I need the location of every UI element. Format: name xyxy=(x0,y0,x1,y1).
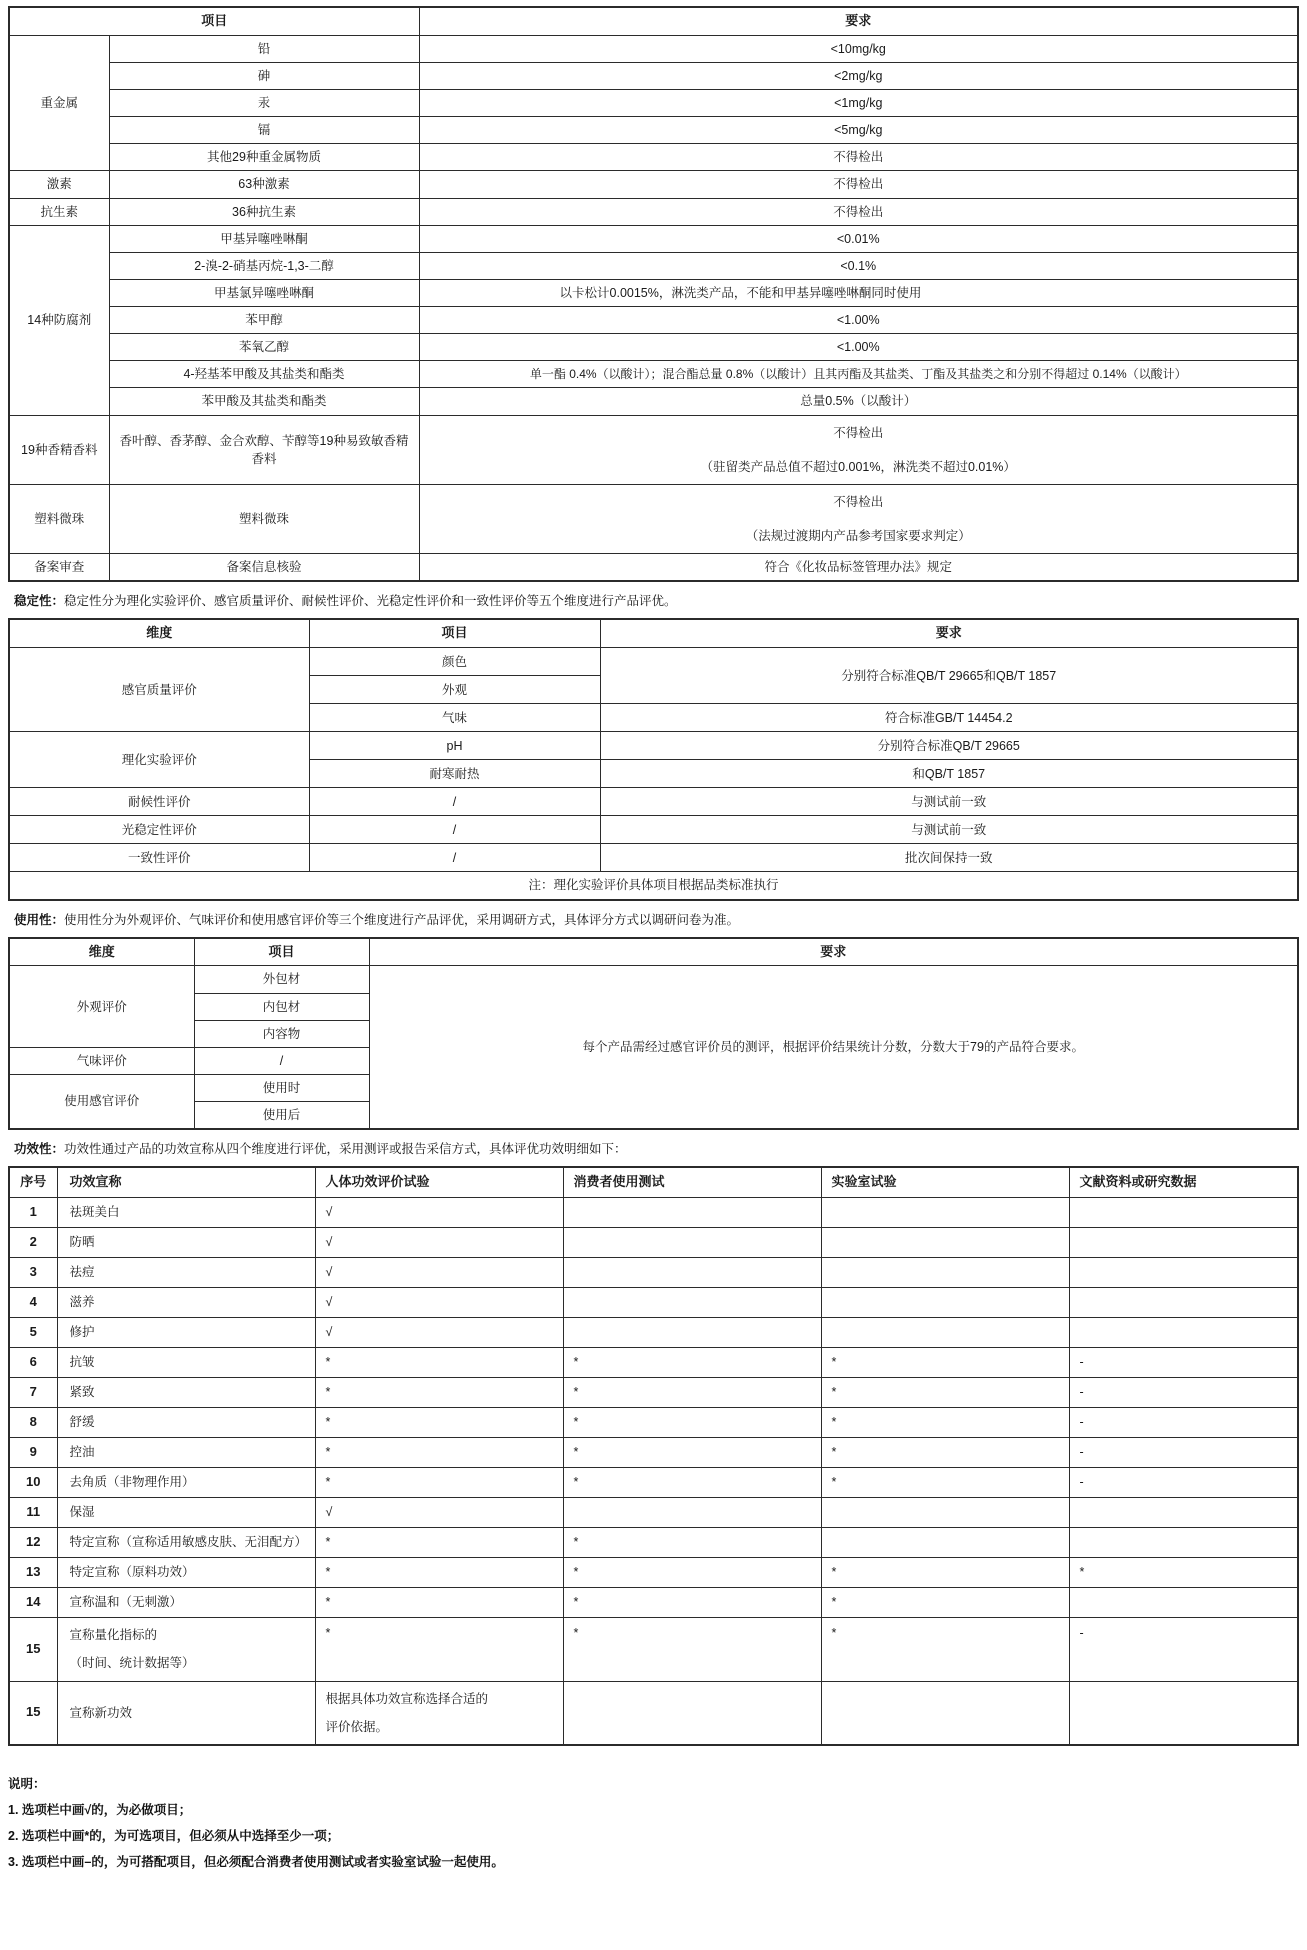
item-cell: / xyxy=(309,788,600,816)
literature-mark xyxy=(1069,1287,1298,1317)
lab-test-mark: * xyxy=(821,1347,1069,1377)
claim-cell: 保湿 xyxy=(57,1497,315,1527)
table-row xyxy=(9,816,1298,844)
claim-cell: 宣称新功效 xyxy=(57,1681,315,1745)
lab-test-mark xyxy=(821,1527,1069,1557)
item-cell: 镉 xyxy=(109,117,419,144)
table-row xyxy=(9,1377,1298,1407)
literature-mark xyxy=(1069,1681,1298,1745)
category-cell: 19种香精香料 xyxy=(9,415,109,484)
requirement-cell: 每个产品需经过感官评价员的测评，根据评价结果统计分数，分数大于79的产品符合要求。 xyxy=(369,966,1298,1129)
table-row xyxy=(9,966,1298,993)
usability-caption-body: 使用性分为外观评价、气味评价和使用感官评价等三个维度进行产品评优，采用调研方式，具体评分方式以调研问卷为准。 xyxy=(64,912,740,927)
lab-test-mark: * xyxy=(821,1407,1069,1437)
requirement-line-2: （驻留类产品总值不超过0.001%，淋洗类不超过0.01%） xyxy=(700,459,1016,474)
literature-mark xyxy=(1069,1527,1298,1557)
col-header-lab-test: 实验室试验 xyxy=(821,1167,1069,1197)
col-header-requirement: 要求 xyxy=(369,938,1298,966)
table-row xyxy=(9,1317,1298,1347)
consumer-test-mark xyxy=(563,1287,821,1317)
human-test-mark: * xyxy=(315,1617,563,1681)
lab-test-mark: * xyxy=(821,1437,1069,1467)
table-row xyxy=(9,1287,1298,1317)
row-index: 6 xyxy=(9,1347,57,1377)
efficacy-table xyxy=(8,1166,1299,1746)
literature-mark: - xyxy=(1069,1377,1298,1407)
col-header-requirement: 要求 xyxy=(419,7,1298,35)
human-test-mark: √ xyxy=(315,1197,563,1227)
human-test-mark: * xyxy=(315,1377,563,1407)
dimension-cell: 光稳定性评价 xyxy=(9,816,309,844)
item-cell: 耐寒耐热 xyxy=(309,760,600,788)
col-header-item: 项目 xyxy=(309,619,600,647)
efficacy-caption-label: 功效性： xyxy=(14,1142,65,1157)
table-row xyxy=(9,788,1298,816)
human-test-mark: * xyxy=(315,1407,563,1437)
human-test-mark: √ xyxy=(315,1317,563,1347)
table-row xyxy=(9,62,1298,89)
item-cell: 颜色 xyxy=(309,648,600,676)
consumer-test-mark: * xyxy=(563,1437,821,1467)
table-row xyxy=(9,307,1298,334)
lab-test-mark xyxy=(821,1227,1069,1257)
table-row xyxy=(9,648,1298,676)
literature-mark: - xyxy=(1069,1617,1298,1681)
dimension-cell: 感官质量评价 xyxy=(9,648,309,732)
footnote-cell: 注：理化实验评价具体项目根据品类标准执行 xyxy=(9,872,1298,900)
row-index: 8 xyxy=(9,1407,57,1437)
dimension-cell: 使用感官评价 xyxy=(9,1074,194,1129)
table-row xyxy=(9,35,1298,62)
lab-test-mark xyxy=(821,1681,1069,1745)
table-header-row xyxy=(9,7,1298,35)
table-row xyxy=(9,1257,1298,1287)
table-row xyxy=(9,117,1298,144)
item-cell: 塑料微珠 xyxy=(109,484,419,553)
item-cell: 香叶醇、香茅醇、金合欢醇、苄醇等19种易致敏香精香料 xyxy=(109,415,419,484)
table-header-row xyxy=(9,619,1298,647)
claim-cell: 滋养 xyxy=(57,1287,315,1317)
human-test-line-2: 评价依据。 xyxy=(325,1719,389,1734)
stability-table xyxy=(8,618,1299,900)
dimension-cell: 耐候性评价 xyxy=(9,788,309,816)
table-row xyxy=(9,1227,1298,1257)
requirement-line-1: 不得检出 xyxy=(833,425,884,440)
claim-cell: 控油 xyxy=(57,1437,315,1467)
item-cell: 4-羟基苯甲酸及其盐类和酯类 xyxy=(109,361,419,388)
claim-cell: 防晒 xyxy=(57,1227,315,1257)
literature-mark xyxy=(1069,1257,1298,1287)
table-row xyxy=(9,1587,1298,1617)
lab-test-mark: * xyxy=(821,1467,1069,1497)
consumer-test-mark: * xyxy=(563,1617,821,1681)
col-header-index: 序号 xyxy=(9,1167,57,1197)
table-row xyxy=(9,1497,1298,1527)
table-row xyxy=(9,1197,1298,1227)
claim-line-2: （时间、统计数据等） xyxy=(69,1656,195,1671)
item-cell: 气味 xyxy=(309,704,600,732)
row-index: 3 xyxy=(9,1257,57,1287)
stability-caption-body: 稳定性分为理化实验评价、感官质量评价、耐候性评价、光稳定性评价和一致性评价等五个维度进行产品评优。 xyxy=(64,594,677,609)
item-cell: 苯氧乙醇 xyxy=(109,334,419,361)
row-index: 13 xyxy=(9,1557,57,1587)
human-test-mark: * xyxy=(315,1437,563,1467)
lab-test-mark xyxy=(821,1317,1069,1347)
table-row xyxy=(9,198,1298,225)
dimension-cell: 一致性评价 xyxy=(9,844,309,872)
requirement-cell: <1mg/kg xyxy=(419,90,1298,117)
table-row xyxy=(9,415,1298,484)
requirement-cell: 以卡松计0.0015%，淋洗类产品，不能和甲基异噻唑啉酮同时使用 xyxy=(419,279,1298,306)
requirement-line-2: （法规过渡期内产品参考国家要求判定） xyxy=(745,528,971,543)
item-cell: 2-溴-2-硝基丙烷-1,3-二醇 xyxy=(109,252,419,279)
human-test-mark: * xyxy=(315,1347,563,1377)
table-row xyxy=(9,1347,1298,1377)
requirement-cell: <10mg/kg xyxy=(419,35,1298,62)
usability-caption-label: 使用性： xyxy=(14,912,65,927)
table-row xyxy=(9,732,1298,760)
efficacy-caption xyxy=(14,1139,1299,1159)
item-cell: 内包材 xyxy=(194,993,369,1020)
consumer-test-mark: * xyxy=(563,1347,821,1377)
requirement-cell: 不得检出 xyxy=(419,171,1298,198)
table-header-row xyxy=(9,1167,1298,1197)
table-row xyxy=(9,1407,1298,1437)
literature-mark xyxy=(1069,1317,1298,1347)
human-test-mark: √ xyxy=(315,1257,563,1287)
row-index: 15 xyxy=(9,1681,57,1745)
requirement-cell: 不得检出 xyxy=(419,198,1298,225)
note-line-3: 3. 选项栏中画–的，为可搭配项目，但必须配合消费者使用测试或者实验室试验一起使用。 xyxy=(8,1855,504,1870)
table-footnote-row xyxy=(9,872,1298,900)
col-header-human-test: 人体功效评价试验 xyxy=(315,1167,563,1197)
item-cell: 苯甲醇 xyxy=(109,307,419,334)
consumer-test-mark xyxy=(563,1681,821,1745)
consumer-test-mark: * xyxy=(563,1377,821,1407)
table-row xyxy=(9,1681,1298,1745)
literature-mark xyxy=(1069,1227,1298,1257)
requirement-cell: <1.00% xyxy=(419,307,1298,334)
row-index: 7 xyxy=(9,1377,57,1407)
requirement-cell: 符合《化妆品标签管理办法》规定 xyxy=(419,554,1298,582)
category-cell: 塑料微珠 xyxy=(9,484,109,553)
requirement-cell: 总量0.5%（以酸计） xyxy=(419,388,1298,415)
category-cell: 重金属 xyxy=(9,35,109,171)
literature-mark: - xyxy=(1069,1407,1298,1437)
human-test-mark: √ xyxy=(315,1497,563,1527)
col-header-dimension: 维度 xyxy=(9,619,309,647)
note-line-1: 1. 选项栏中画√的，为必做项目； xyxy=(8,1803,192,1818)
item-cell: pH xyxy=(309,732,600,760)
item-cell: 内容物 xyxy=(194,1020,369,1047)
dimension-cell: 气味评价 xyxy=(9,1047,194,1074)
table-row xyxy=(9,144,1298,171)
row-index: 2 xyxy=(9,1227,57,1257)
table-header-row xyxy=(9,938,1298,966)
claim-cell: 舒缓 xyxy=(57,1407,315,1437)
item-cell: 使用时 xyxy=(194,1074,369,1101)
item-cell: 苯甲酸及其盐类和酯类 xyxy=(109,388,419,415)
literature-mark xyxy=(1069,1197,1298,1227)
consumer-test-mark: * xyxy=(563,1527,821,1557)
requirement-cell: 分别符合标准QB/T 29665 xyxy=(600,732,1298,760)
notes-title: 说明： xyxy=(8,1777,46,1792)
table-row xyxy=(9,252,1298,279)
item-cell: 备案信息核验 xyxy=(109,554,419,582)
claim-cell: 修护 xyxy=(57,1317,315,1347)
literature-mark: - xyxy=(1069,1467,1298,1497)
consumer-test-mark xyxy=(563,1227,821,1257)
human-test-mark: * xyxy=(315,1557,563,1587)
row-index: 15 xyxy=(9,1617,57,1681)
lab-test-mark: * xyxy=(821,1587,1069,1617)
dimension-cell: 外观评价 xyxy=(9,966,194,1047)
claim-cell: 抗皱 xyxy=(57,1347,315,1377)
consumer-test-mark xyxy=(563,1257,821,1287)
human-test-mark: * xyxy=(315,1587,563,1617)
table-row xyxy=(9,844,1298,872)
item-cell: / xyxy=(194,1047,369,1074)
requirement-cell: 分别符合标准QB/T 29665和QB/T 1857 xyxy=(600,648,1298,704)
human-test-mark: * xyxy=(315,1467,563,1497)
requirement-cell: 与测试前一致 xyxy=(600,788,1298,816)
consumer-test-mark xyxy=(563,1317,821,1347)
literature-mark: - xyxy=(1069,1347,1298,1377)
usability-table xyxy=(8,937,1299,1131)
consumer-test-mark: * xyxy=(563,1407,821,1437)
table-row xyxy=(9,484,1298,553)
literature-mark xyxy=(1069,1497,1298,1527)
item-cell: 铅 xyxy=(109,35,419,62)
requirement-cell: <2mg/kg xyxy=(419,62,1298,89)
table-row xyxy=(9,90,1298,117)
col-header-dimension: 维度 xyxy=(9,938,194,966)
lab-test-mark xyxy=(821,1497,1069,1527)
col-header-claim: 功效宣称 xyxy=(57,1167,315,1197)
lab-test-mark: * xyxy=(821,1557,1069,1587)
table-row xyxy=(9,225,1298,252)
item-cell: 汞 xyxy=(109,90,419,117)
consumer-test-mark xyxy=(563,1497,821,1527)
requirement-line-1: 不得检出 xyxy=(833,494,884,509)
claim-cell: 祛斑美白 xyxy=(57,1197,315,1227)
claim-cell: 宣称温和（无刺激） xyxy=(57,1587,315,1617)
claim-cell: 去角质（非物理作用） xyxy=(57,1467,315,1497)
human-test-mark: √ xyxy=(315,1287,563,1317)
safety-requirements-table xyxy=(8,6,1299,582)
table-row xyxy=(9,1467,1298,1497)
claim-cell: 特定宣称（宣称适用敏感皮肤、无泪配方） xyxy=(57,1527,315,1557)
claim-cell xyxy=(57,1617,315,1681)
claim-cell: 祛痘 xyxy=(57,1257,315,1287)
col-header-consumer-test: 消费者使用测试 xyxy=(563,1167,821,1197)
table-row xyxy=(9,279,1298,306)
row-index: 11 xyxy=(9,1497,57,1527)
lab-test-mark xyxy=(821,1287,1069,1317)
consumer-test-mark: * xyxy=(563,1587,821,1617)
requirement-cell: 与测试前一致 xyxy=(600,816,1298,844)
table-row xyxy=(9,1527,1298,1557)
requirement-cell: 和QB/T 1857 xyxy=(600,760,1298,788)
table-row xyxy=(9,1437,1298,1467)
notes-block xyxy=(8,1772,1299,1875)
requirement-cell xyxy=(419,415,1298,484)
col-header-requirement: 要求 xyxy=(600,619,1298,647)
item-cell: 使用后 xyxy=(194,1102,369,1130)
category-cell: 14种防腐剂 xyxy=(9,225,109,415)
literature-mark xyxy=(1069,1587,1298,1617)
table-row xyxy=(9,171,1298,198)
table-row xyxy=(9,388,1298,415)
requirement-cell xyxy=(419,484,1298,553)
requirement-cell: <0.1% xyxy=(419,252,1298,279)
consumer-test-mark: * xyxy=(563,1467,821,1497)
stability-caption-label: 稳定性： xyxy=(14,594,65,609)
human-test-line-1: 根据具体功效宣称选择合适的 xyxy=(325,1691,489,1706)
lab-test-mark: * xyxy=(821,1617,1069,1681)
note-line-2: 2. 选项栏中画*的，为可选项目，但必须从中选择至少一项； xyxy=(8,1829,340,1844)
efficacy-caption-body: 功效性通过产品的功效宣称从四个维度进行评优，采用测评或报告采信方式，具体评优功效明细如下： xyxy=(64,1142,627,1157)
row-index: 9 xyxy=(9,1437,57,1467)
requirement-cell: <5mg/kg xyxy=(419,117,1298,144)
stability-caption xyxy=(14,591,1299,611)
lab-test-mark xyxy=(821,1257,1069,1287)
table-row xyxy=(9,334,1298,361)
item-cell: / xyxy=(309,844,600,872)
row-index: 4 xyxy=(9,1287,57,1317)
requirement-cell: <1.00% xyxy=(419,334,1298,361)
item-cell: 外包材 xyxy=(194,966,369,993)
usability-caption xyxy=(14,910,1299,930)
dimension-cell: 理化实验评价 xyxy=(9,732,309,788)
category-cell: 抗生素 xyxy=(9,198,109,225)
item-cell: / xyxy=(309,816,600,844)
row-index: 14 xyxy=(9,1587,57,1617)
claim-line-1: 宣称量化指标的 xyxy=(69,1628,158,1643)
table-row xyxy=(9,361,1298,388)
item-cell: 甲基氯异噻唑啉酮 xyxy=(109,279,419,306)
consumer-test-mark xyxy=(563,1197,821,1227)
category-cell: 激素 xyxy=(9,171,109,198)
item-cell: 外观 xyxy=(309,676,600,704)
lab-test-mark xyxy=(821,1197,1069,1227)
col-header-literature: 文献资料或研究数据 xyxy=(1069,1167,1298,1197)
requirement-cell: <0.01% xyxy=(419,225,1298,252)
table-row xyxy=(9,554,1298,582)
row-index: 12 xyxy=(9,1527,57,1557)
row-index: 1 xyxy=(9,1197,57,1227)
requirement-cell: 符合标准GB/T 14454.2 xyxy=(600,704,1298,732)
human-test-mark: √ xyxy=(315,1227,563,1257)
human-test-mark xyxy=(315,1681,563,1745)
lab-test-mark: * xyxy=(821,1377,1069,1407)
claim-cell: 紧致 xyxy=(57,1377,315,1407)
row-index: 5 xyxy=(9,1317,57,1347)
item-cell: 63种激素 xyxy=(109,171,419,198)
col-header-item: 项目 xyxy=(9,7,419,35)
consumer-test-mark: * xyxy=(563,1557,821,1587)
requirement-cell: 单一酯 0.4%（以酸计）；混合酯总量 0.8%（以酸计）且其丙酯及其盐类、丁酯及其盐类之和分别不得超过 0.14%（以酸计） xyxy=(419,361,1298,388)
claim-cell: 特定宣称（原料功效） xyxy=(57,1557,315,1587)
requirement-cell: 批次间保持一致 xyxy=(600,844,1298,872)
requirement-cell: 不得检出 xyxy=(419,144,1298,171)
literature-mark: * xyxy=(1069,1557,1298,1587)
item-cell: 甲基异噻唑啉酮 xyxy=(109,225,419,252)
col-header-item: 项目 xyxy=(194,938,369,966)
row-index: 10 xyxy=(9,1467,57,1497)
literature-mark: - xyxy=(1069,1437,1298,1467)
table-row xyxy=(9,1557,1298,1587)
item-cell: 砷 xyxy=(109,62,419,89)
table-row xyxy=(9,1617,1298,1681)
human-test-mark: * xyxy=(315,1527,563,1557)
category-cell: 备案审查 xyxy=(9,554,109,582)
item-cell: 其他29种重金属物质 xyxy=(109,144,419,171)
item-cell: 36种抗生素 xyxy=(109,198,419,225)
